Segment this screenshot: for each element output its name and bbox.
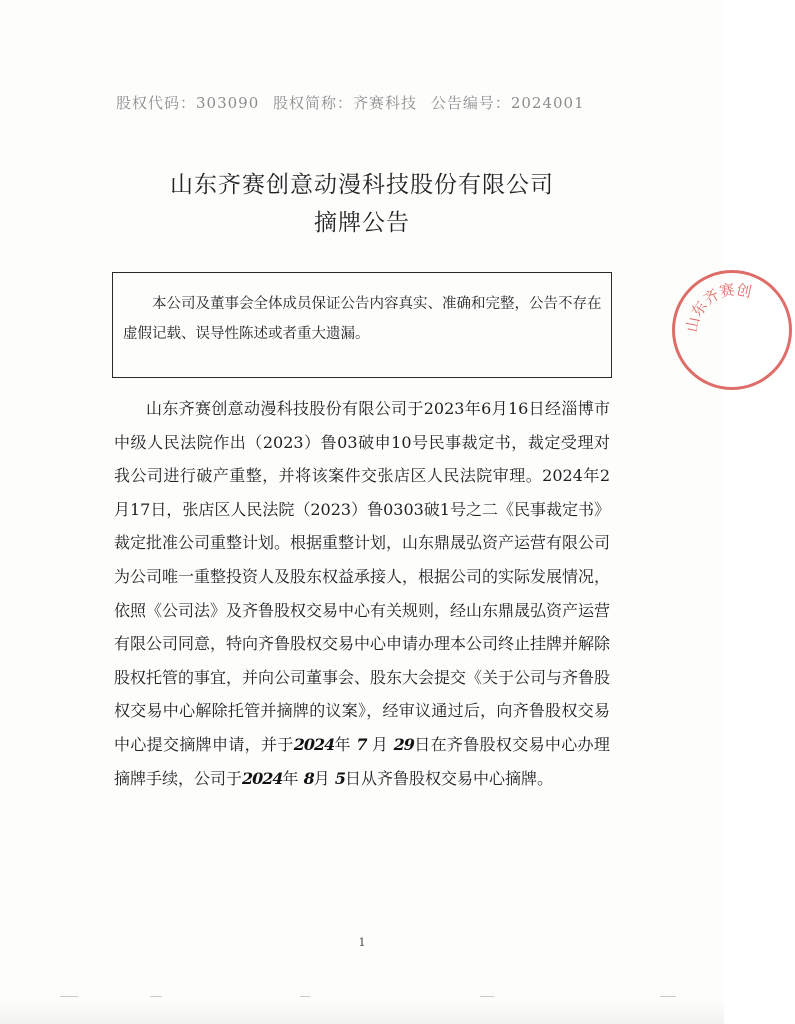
scan-mark bbox=[660, 996, 676, 997]
handwritten-day-2: 5 bbox=[334, 768, 346, 788]
announcement-body bbox=[114, 392, 610, 795]
body-end-text: 日从齐鲁股权交易中心摘牌。 bbox=[345, 768, 554, 788]
seal-graphic bbox=[675, 273, 795, 393]
header-line bbox=[116, 92, 593, 113]
month-suffix-1: 月 bbox=[371, 734, 389, 754]
seal-text: 山东齐赛创 bbox=[682, 280, 754, 334]
company-title: 山东齐赛创意动漫科技股份有限公司 bbox=[170, 172, 554, 198]
year-suffix-1: 年 bbox=[334, 734, 351, 754]
announcement-number: 公告编号：2024001 bbox=[430, 94, 585, 112]
handwritten-month-1: 7 bbox=[356, 734, 367, 754]
handwritten-year-2: 2024 bbox=[242, 768, 283, 788]
handwritten-year-1: 2024 bbox=[293, 734, 335, 754]
handwritten-month-2: 8 bbox=[303, 768, 314, 788]
scan-mark bbox=[150, 996, 162, 997]
body-mid-text: 日在齐鲁股权交易中心办理摘牌手续，公司于 bbox=[114, 734, 610, 788]
scan-mark bbox=[480, 996, 494, 997]
month-suffix-2: 月 bbox=[313, 768, 330, 788]
scan-edge bbox=[0, 1000, 724, 1024]
announcement-title: 摘牌公告 bbox=[314, 210, 410, 236]
notice-text: 本公司及董事会全体成员保证公告内容真实、准确和完整，公告不存在虚假记载、误导性陈述或者重大遗漏。 bbox=[123, 296, 602, 342]
body-main-text: 山东齐赛创意动漫科技股份有限公司于2023年6月16日经淄博市中级人民法院作出（2023）鲁03破申10号民事裁定书，裁定受理对我公司进行破产重整，并将该案件交张店区人民法院审理。2024年2月17日，张店区人民法院（2023）鲁0303破1号之二《民事裁定书》裁定批准公司重整计划。根据重整计划，山东鼎晟弘资产运营有限公司为公司唯一重整投资人及股东权益承接人，根据公司的实际发展情况，依照《公司法》及齐鲁股权交易中心有关规则，经山东鼎晟弘资产运营有限公司同意，特向齐鲁股权交易中心申请办理本公司终止挂牌并解除股权托管的事宜，并向公司董事会、股东大会提交《关于公司与齐鲁股权交易中心解除托管并摘牌的议案》，经审议通过后，向齐鲁股权交易中心提交摘牌申请，并于 bbox=[114, 399, 611, 754]
handwritten-day-1: 29 bbox=[393, 734, 414, 754]
company-seal bbox=[672, 270, 792, 390]
notice-box bbox=[112, 272, 612, 378]
scan-mark bbox=[300, 996, 310, 997]
svg-text:山东齐赛创 bbox=[683, 281, 754, 334]
scan-mark bbox=[60, 996, 78, 997]
equity-code: 股权代码：303090 bbox=[116, 94, 260, 112]
page-number: 1 bbox=[358, 936, 366, 949]
equity-short-name: 股权简称：齐赛科技 bbox=[273, 94, 418, 112]
year-suffix-2: 年 bbox=[282, 768, 299, 788]
